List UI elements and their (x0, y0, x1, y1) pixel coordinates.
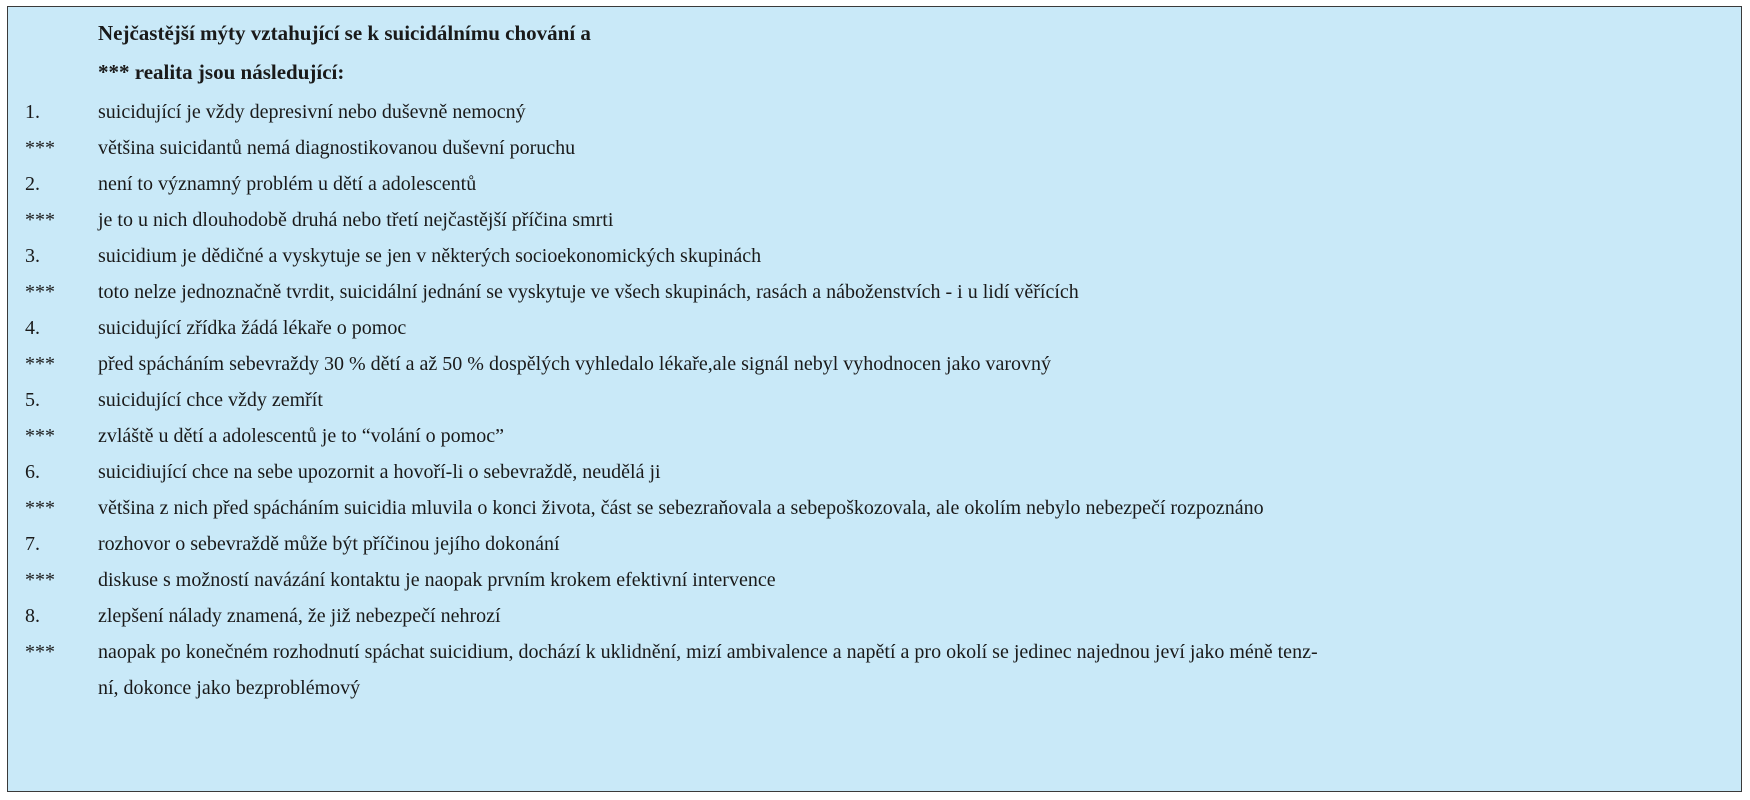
row-marker: 3. (25, 245, 40, 267)
row-marker: 2. (25, 173, 40, 195)
row-text: diskuse s možností navázání kontaktu je naopak prvním krokem efektivní intervence (98, 569, 776, 591)
row-text: před spácháním sebevraždy 30 % dětí a až 50 % dospělých vyhledalo lékaře,ale signál nebyl vyhodnocen jako varovný (98, 353, 1052, 375)
row-text: suicidující zřídka žádá lékaře o pomoc (98, 317, 407, 339)
row-text: je to u nich dlouhodobě druhá nebo třetí nejčastější příčina smrti (98, 209, 614, 231)
row-marker: 4. (25, 317, 40, 339)
row-text: suicidiující chce na sebe upozornit a hovoří-li o sebevraždě, neudělá ji (98, 461, 661, 483)
row-marker: 8. (25, 605, 40, 627)
row-text: suicidující je vždy depresivní nebo duševně nemocný (98, 101, 526, 123)
row-text: většina suicidantů nemá diagnostikovanou duševní poruchu (98, 137, 576, 159)
row-text: naopak po konečném rozhodnutí spáchat suicidium, dochází k uklidnění, mizí ambivalence a napětí a pro okolí se jedinec najednou jeví jako méně tenz- (98, 641, 1318, 663)
row-marker: *** (25, 497, 55, 519)
table-title-line-1: Nejčastější mýty vztahující se k suicidálnímu chování a (98, 21, 591, 45)
row-marker: 1. (25, 101, 40, 123)
row-marker: 6. (25, 461, 40, 483)
myths-table-box (7, 6, 1742, 792)
row-text: rozhovor o sebevraždě může být příčinou jejího dokonání (98, 533, 560, 555)
row-marker: *** (25, 353, 55, 375)
row-text-continuation: ní, dokonce jako bezproblémový (98, 677, 361, 699)
table-title-line-2: *** realita jsou následující: (98, 60, 345, 84)
row-marker: *** (25, 209, 55, 231)
row-marker: *** (25, 281, 55, 303)
row-text: suicidující chce vždy zemřít (98, 389, 323, 411)
row-text: většina z nich před spácháním suicidia mluvila o konci života, část se sebezraňovala a sebepoškozovala, ale okolím nebylo nebezpečí rozpoznáno (98, 497, 1264, 519)
row-marker: 7. (25, 533, 40, 555)
row-marker: *** (25, 569, 55, 591)
row-marker: 5. (25, 389, 40, 411)
row-text: zlepšení nálady znamená, že již nebezpečí nehrozí (98, 605, 501, 627)
row-text: zvláště u dětí a adolescentů je to “volání o pomoc” (98, 425, 504, 447)
row-text: toto nelze jednoznačně tvrdit, suicidální jednání se vyskytuje ve všech skupinách, rasách a náboženstvích - i u lidí věřících (98, 281, 1079, 303)
row-marker: *** (25, 137, 55, 159)
row-text: není to významný problém u dětí a adolescentů (98, 173, 477, 195)
row-marker: *** (25, 641, 55, 663)
row-marker: *** (25, 425, 55, 447)
row-text: suicidium je dědičné a vyskytuje se jen v některých socioekonomických skupinách (98, 245, 762, 267)
